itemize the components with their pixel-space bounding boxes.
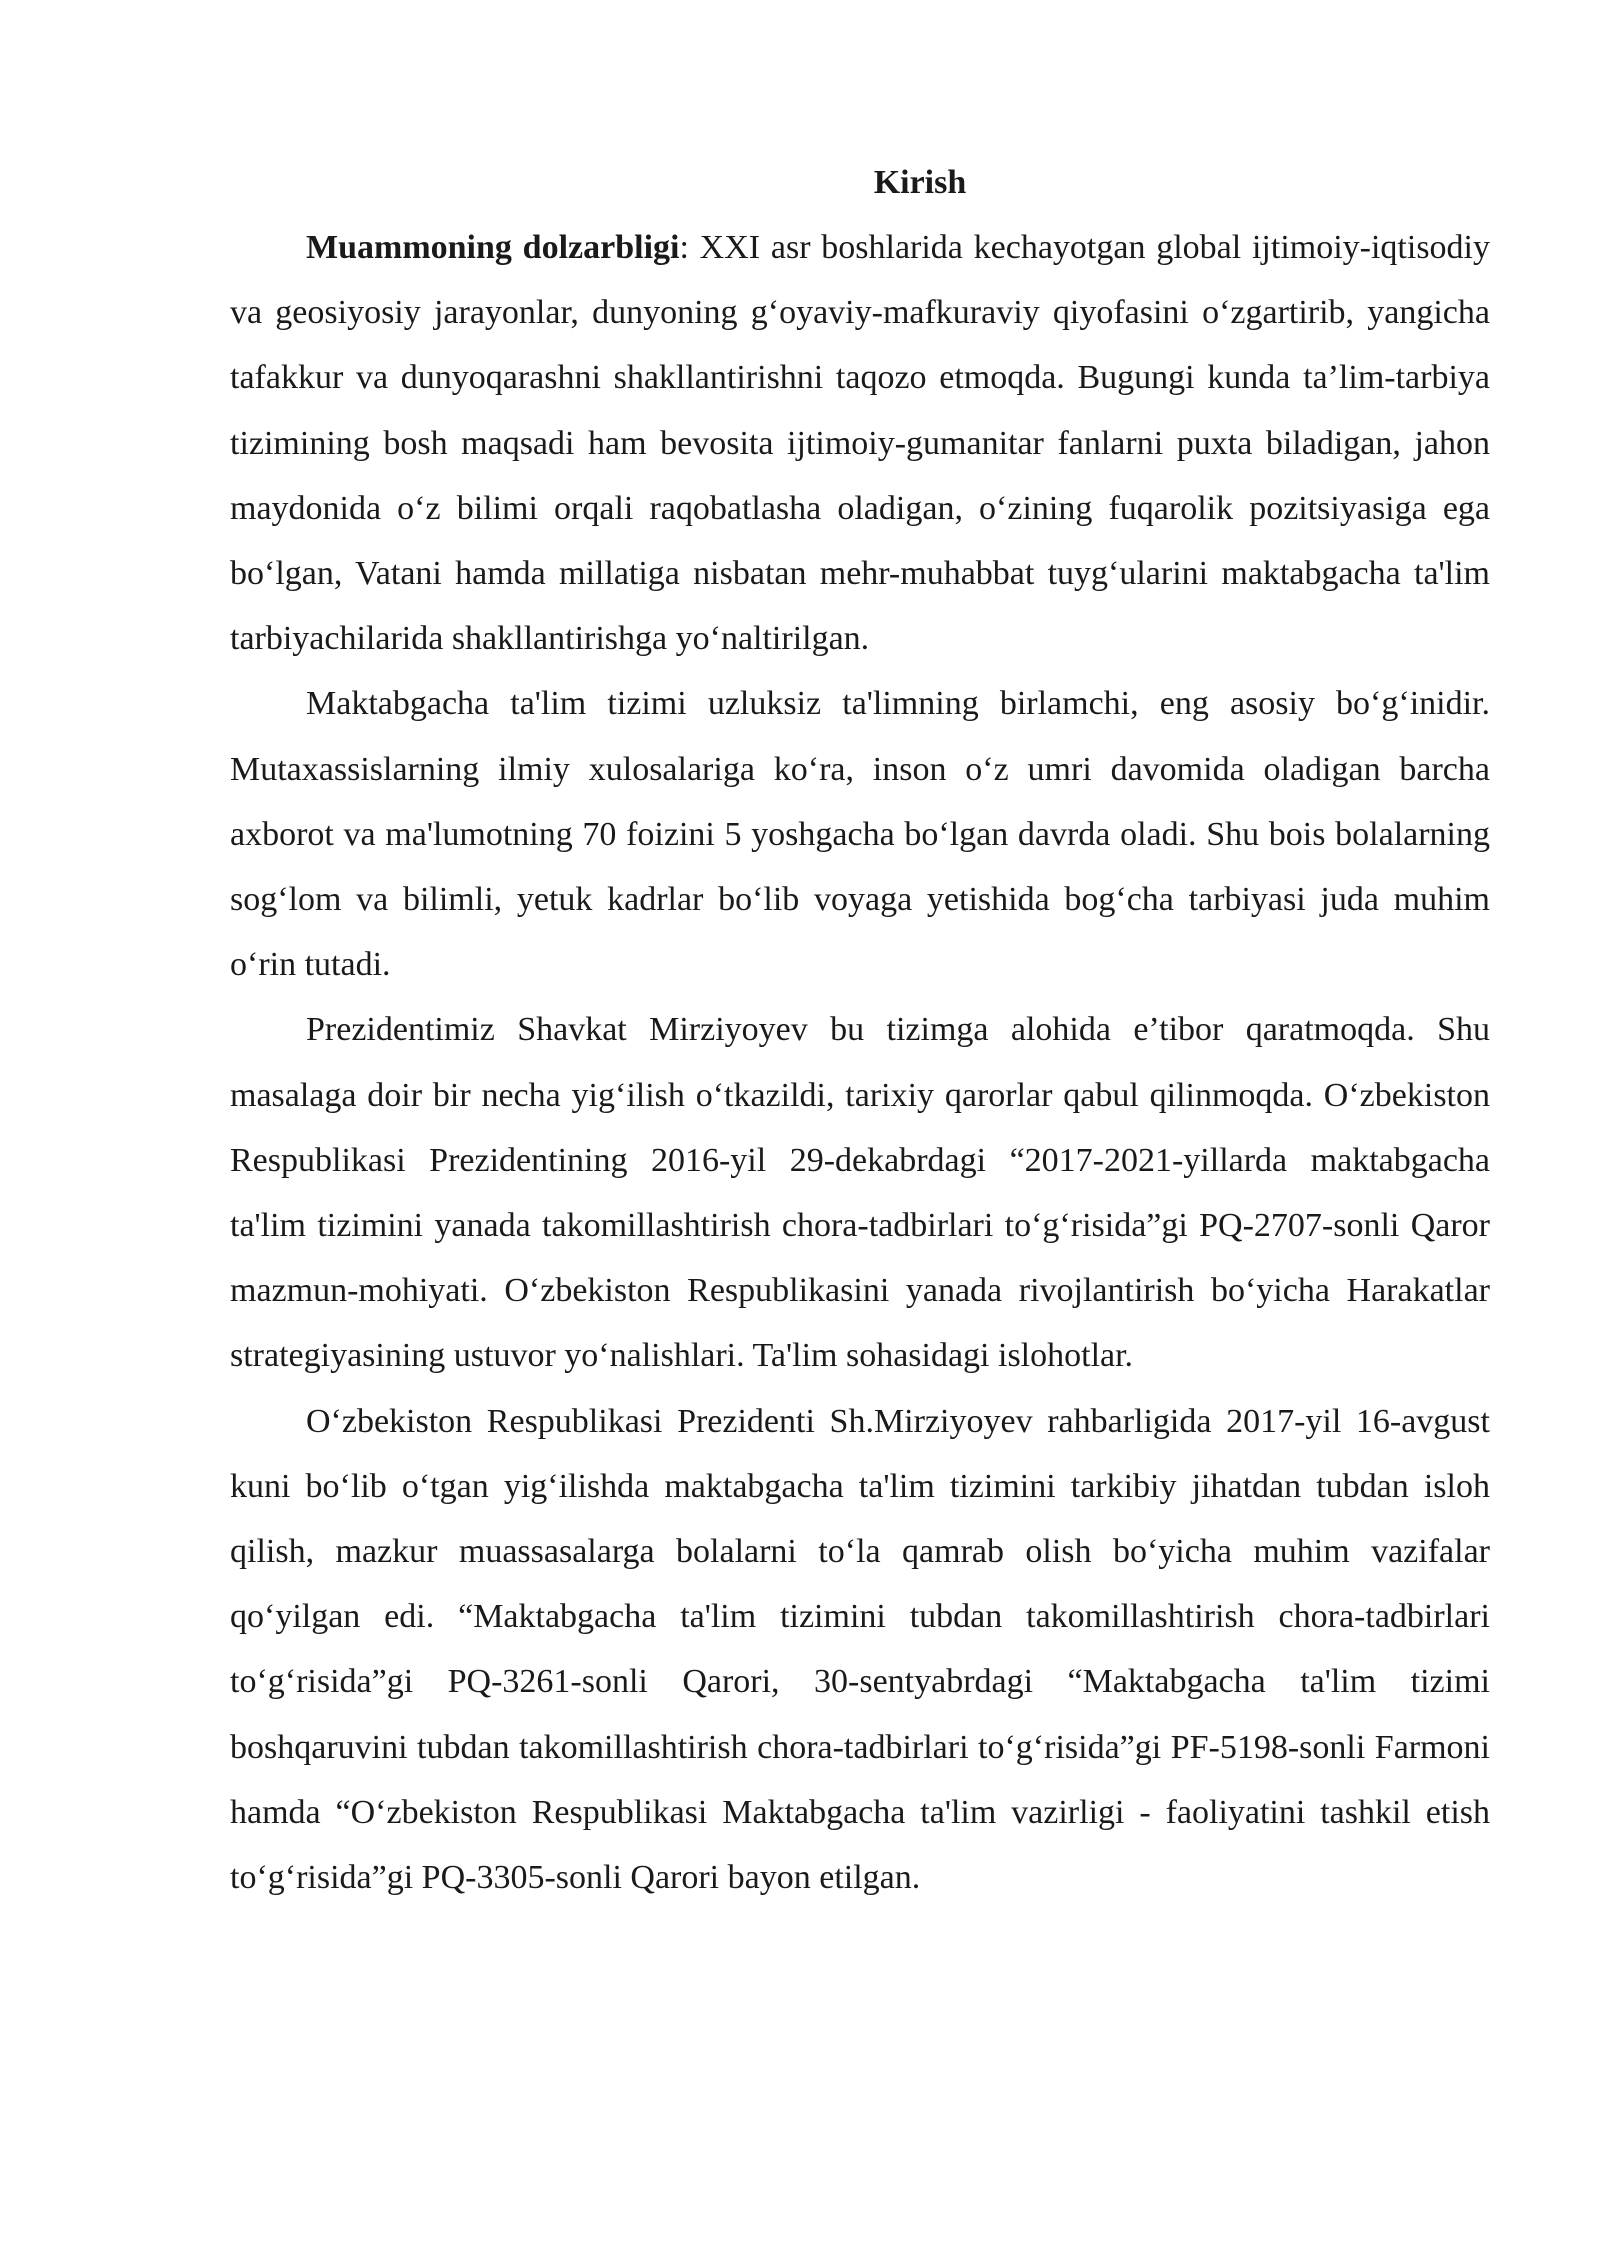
paragraph-lead: Muammoning dolzarbligi [306,229,680,266]
paragraph-text: Prezidentimiz Shavkat Mirziyoyev bu tizimga alohida e’tibor qaratmoqda. Shu masalaga doir bir necha yig‘ilish o‘tkazildi, tarixiy qarorlar qabul qilinmoqda. O‘zbekiston Respublikasi Prezidentining 2016-yil 29-dekabrdagi “2017-2021-yillarda maktabgacha ta'lim tizimini yanada takomillashtirish chora-tadbirlari to‘g‘risida”gi PQ-2707-sonli Qaror mazmun-mohiyati. O‘zbekiston Respublikasini yanada rivojlantirish bo‘yicha Harakatlar strategiyasining ustuvor yo‘nalishlari. Ta'lim sohasidagi islohotlar. [230,1011,1490,1375]
paragraph-2 [230,671,1490,997]
paragraph-4 [230,1389,1490,1911]
page-title: Kirish [873,164,967,201]
paragraph-text: Maktabgacha ta'lim tizimi uzluksiz ta'limning birlamchi, eng asosiy bo‘g‘inidir. Mutaxassislarning ilmiy xulosalariga ko‘ra, inson o‘z umri davomida oladigan barcha axborot va ma'lumotning 70 foizini 5 yoshgacha bo‘lgan davrda oladi. Shu bois bolalarning sog‘lom va bilimli, yetuk kadrlar bo‘lib voyaga yetishida bog‘cha tarbiyasi juda muhim o‘rin tutadi. [230,685,1490,984]
document-body [230,150,1490,1910]
paragraph-1 [230,215,1490,671]
paragraph-3 [230,997,1490,1388]
paragraph-text: : XXI asr boshlarida kechayotgan global ijtimoiy-iqtisodiy va geosiyosiy jarayonlar, dunyoning g‘oyaviy-mafkuraviy qiyofasini o‘zgartirib, yangicha tafakkur va dunyoqarashni shakllantirishni taqozo etmoqda. Bugungi kunda ta’lim-tarbiya tizimining bosh maqsadi ham bevosita ijtimoiy-gumanitar fanlarni puxta biladigan, jahon maydonida o‘z bilimi orqali raqobatlasha oladigan, o‘zining fuqarolik pozitsiyasiga ega bo‘lgan, Vatani hamda millatiga nisbatan mehr-muhabbat tuyg‘ularini maktabgacha ta'lim tarbiyachilarida shakllantirishga yo‘naltirilgan. [230,229,1490,658]
paragraph-text: O‘zbekiston Respublikasi Prezidenti Sh.Mirziyoyev rahbarligida 2017-yil 16-avgust kuni bo‘lib o‘tgan yig‘ilishda maktabgacha ta'lim tizimini tarkibiy jihatdan tubdan isloh qilish, mazkur muassasalarga bolalarni to‘la qamrab olish bo‘yicha muhim vazifalar qo‘yilgan edi. “Maktabgacha ta'lim tizimini tubdan takomillashtirish chora-tadbirlari to‘g‘risida”gi PQ-3261-sonli Qarori, 30-sentyabrdagi “Maktabgacha ta'lim tizimi boshqaruvini tubdan takomillashtirish chora-tadbirlari to‘g‘risida”gi PF-5198-sonli Farmoni hamda “O‘zbekiston Respublikasi Maktabgacha ta'lim vazirligi - faoliyatini tashkil etish to‘g‘risida”gi PQ-3305-sonli Qarori bayon etilgan. [230,1402,1490,1897]
